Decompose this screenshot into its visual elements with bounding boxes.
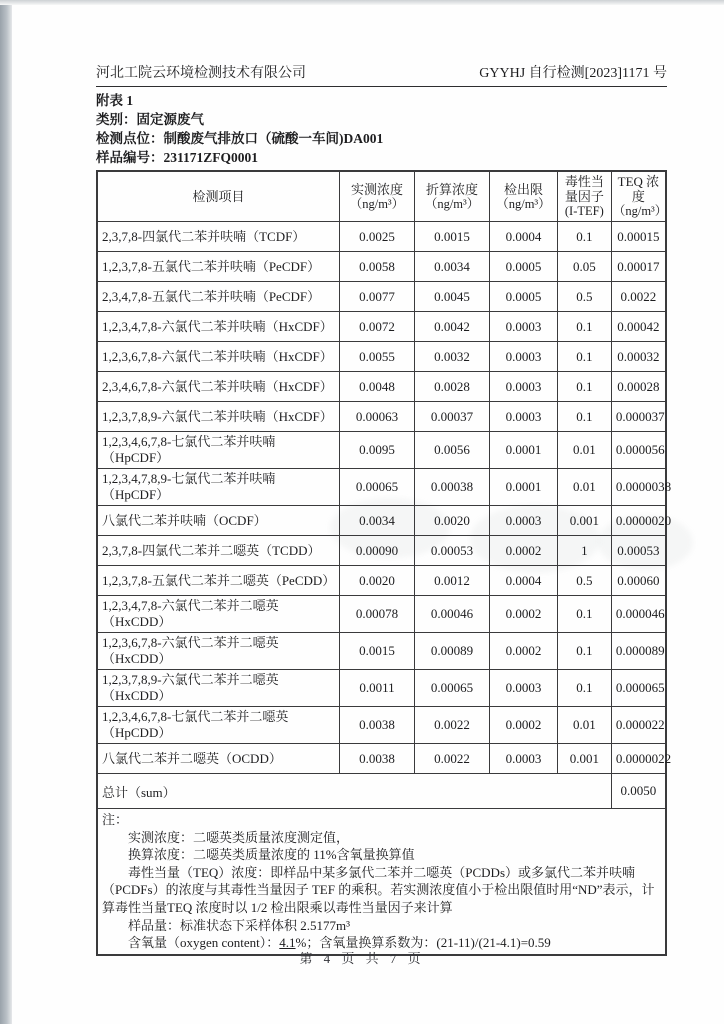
note-sample-volume: 样品量：标准状态下采样体积 2.5177m³ <box>128 917 351 933</box>
col-header-converted <box>415 171 490 222</box>
scan-edge-top <box>0 0 724 5</box>
col-header-teq <box>611 171 666 222</box>
tef-cell: 1 <box>557 536 611 566</box>
table-row <box>97 312 666 342</box>
col-header-measured-label: 实测浓度 <box>350 181 403 197</box>
note-converted-definition: 换算浓度：二噁英类质量浓度的 11%含氧量换算值 <box>128 847 415 863</box>
detection-limit-cell: 0.0004 <box>490 222 558 252</box>
converted-cell: 0.0042 <box>415 312 490 342</box>
tef-cell: 0.05 <box>557 252 611 282</box>
location-line: 检测点位：制酸废气排放口（硫酸一车间)DA001 <box>96 131 384 146</box>
teq-cell: 0.0000038 <box>611 469 666 506</box>
measured-cell: 0.00063 <box>339 402 414 432</box>
table-row <box>97 372 666 402</box>
col-header-tef-unit: (I-TEF) <box>564 204 604 218</box>
measured-cell: 0.00078 <box>339 596 414 633</box>
detection-limit-cell: 0.0003 <box>490 402 558 432</box>
table-row <box>97 469 666 506</box>
measured-cell: 0.0020 <box>339 566 414 596</box>
total-teq-cell: 0.0050 <box>611 774 666 809</box>
oxygen-prefix: 含氧量（oxygen content）： <box>128 935 280 951</box>
teq-cell: 0.00060 <box>611 566 666 596</box>
tef-cell: 0.5 <box>557 282 611 312</box>
teq-cell: 0.000037 <box>611 402 666 432</box>
converted-cell: 0.0022 <box>415 707 490 744</box>
sample-meta <box>96 91 667 167</box>
note-measured-definition: 实测浓度：二噁英类质量浓度测定值， <box>128 829 350 845</box>
notes-label: 注： <box>102 812 129 827</box>
item-cell: 八氯代二苯并二噁英（OCDD） <box>97 744 339 774</box>
teq-cell: 0.000046 <box>611 596 666 633</box>
measured-cell: 0.0072 <box>339 312 414 342</box>
col-header-teq-unit: （ng/m³） <box>612 204 668 218</box>
measured-cell: 0.0038 <box>339 707 414 744</box>
tef-cell: 0.1 <box>557 633 611 670</box>
converted-cell: 0.0045 <box>415 282 490 312</box>
item-cell: 1,2,3,4,6,7,8-七氯代二苯并呋喃（HpCDF） <box>97 432 339 469</box>
teq-cell: 0.00053 <box>611 536 666 566</box>
converted-cell: 0.0028 <box>415 372 490 402</box>
table-row <box>97 402 666 432</box>
item-cell: 1,2,3,7,8-五氯代二苯并二噁英（PeCDD） <box>97 566 339 596</box>
teq-cell: 0.000065 <box>611 670 666 707</box>
teq-cell: 0.000089 <box>611 633 666 670</box>
note-teq-definition: 毒性当量（TEQ）浓度：即样品中某多氯代二苯并二噁英（PCDDs）或多氯代二苯并呋喃（PCDFs）的浓度与其毒性当量因子 TEF 的乘积。若实测浓度值小于检出限值时用“ND”表示，计算毒性当量TEQ 浓度时以 1/2 检出限乘以毒性当量因子来计算 <box>102 864 655 915</box>
item-cell: 八氯代二苯并呋喃（OCDF） <box>97 506 339 536</box>
measured-cell: 0.0015 <box>339 633 414 670</box>
detection-limit-cell: 0.0001 <box>490 469 558 506</box>
table-row <box>97 566 666 596</box>
detection-limit-cell: 0.0004 <box>490 566 558 596</box>
col-header-converted-label: 折算浓度 <box>426 181 479 197</box>
measured-cell: 0.0038 <box>339 744 414 774</box>
col-header-tef-label: 毒性当量因子 <box>564 174 604 204</box>
company-name: 河北工院云环境检测技术有限公司 <box>96 66 306 81</box>
col-header-measured <box>339 171 414 222</box>
notes-cell <box>97 809 666 955</box>
detection-limit-cell: 0.0002 <box>490 536 558 566</box>
col-header-item-label: 检测项目 <box>192 189 245 204</box>
item-cell: 1,2,3,4,7,8-六氯代二苯并呋喃（HxCDF） <box>97 312 339 342</box>
detection-limit-cell: 0.0003 <box>490 744 558 774</box>
teq-cell: 0.0000022 <box>611 744 666 774</box>
detection-limit-cell: 0.0003 <box>490 342 558 372</box>
item-cell: 1,2,3,7,8-五氯代二苯并呋喃（PeCDF） <box>97 252 339 282</box>
tef-cell: 0.1 <box>557 312 611 342</box>
measured-cell: 0.0025 <box>339 222 414 252</box>
detection-limit-cell: 0.0002 <box>490 596 558 633</box>
tef-cell: 0.1 <box>557 670 611 707</box>
converted-cell: 0.00038 <box>415 469 490 506</box>
measured-cell: 0.00065 <box>339 469 414 506</box>
results-table <box>96 170 672 956</box>
item-cell: 1,2,3,4,7,8-六氯代二苯并二噁英（HxCDD） <box>97 596 339 633</box>
converted-cell: 0.0034 <box>415 252 490 282</box>
item-cell: 2,3,7,8-四氯代二苯并呋喃（TCDF） <box>97 222 339 252</box>
table-head <box>97 171 666 222</box>
detection-limit-cell: 0.0005 <box>490 252 558 282</box>
teq-cell: 0.00032 <box>611 342 666 372</box>
converted-cell: 0.00046 <box>415 596 490 633</box>
detection-limit-cell: 0.0005 <box>490 282 558 312</box>
item-cell: 1,2,3,6,7,8-六氯代二苯并二噁英（HxCDD） <box>97 633 339 670</box>
teq-cell: 0.0000020 <box>611 506 666 536</box>
measured-cell: 0.0055 <box>339 342 414 372</box>
document-number: GYYHJ 自行检测[2023]1171 号 <box>479 66 667 81</box>
converted-cell: 0.0032 <box>415 342 490 372</box>
detection-limit-cell: 0.0002 <box>490 633 558 670</box>
detection-limit-cell: 0.0003 <box>490 312 558 342</box>
col-header-detection-limit-unit: （ng/m³） <box>496 196 551 211</box>
tef-cell: 0.1 <box>557 342 611 372</box>
oxygen-value: 4.1 <box>279 935 296 951</box>
tef-cell: 0.01 <box>557 432 611 469</box>
tef-cell: 0.001 <box>557 506 611 536</box>
teq-cell: 0.000056 <box>611 432 666 469</box>
col-header-converted-unit: （ng/m³） <box>424 196 480 211</box>
total-label-cell: 总计（sum） <box>97 774 611 809</box>
measured-cell: 0.0048 <box>339 372 414 402</box>
col-header-teq-label: TEQ 浓度 <box>617 174 660 204</box>
tef-cell: 0.001 <box>557 744 611 774</box>
converted-cell: 0.00037 <box>415 402 490 432</box>
table-row <box>97 536 666 566</box>
table-row <box>97 222 666 252</box>
teq-cell: 0.00015 <box>611 222 666 252</box>
item-cell: 1,2,3,7,8,9-六氯代二苯并二噁英（HxCDD） <box>97 670 339 707</box>
detection-limit-cell: 0.0003 <box>490 506 558 536</box>
teq-cell: 0.00028 <box>611 372 666 402</box>
teq-cell: 0.00042 <box>611 312 666 342</box>
table-row <box>97 432 666 469</box>
table-row <box>97 633 666 670</box>
item-cell: 2,3,4,6,7,8-六氯代二苯并呋喃（HxCDF） <box>97 372 339 402</box>
converted-cell: 0.00053 <box>415 536 490 566</box>
table-footer-rows <box>97 774 666 955</box>
item-cell: 1,2,3,4,6,7,8-七氯代二苯并二噁英 （HpCDD） <box>97 707 339 744</box>
scan-edge-left <box>0 0 12 1024</box>
converted-cell: 0.00065 <box>415 670 490 707</box>
table-row <box>97 342 666 372</box>
converted-cell: 0.0015 <box>415 222 490 252</box>
converted-cell: 0.0056 <box>415 432 490 469</box>
teq-cell: 0.0022 <box>611 282 666 312</box>
tef-cell: 0.1 <box>557 596 611 633</box>
detection-limit-cell: 0.0003 <box>490 670 558 707</box>
converted-cell: 0.0022 <box>415 744 490 774</box>
item-cell: 2,3,7,8-四氯代二苯并二噁英（TCDD） <box>97 536 339 566</box>
table-row <box>97 282 666 312</box>
detection-limit-cell: 0.0002 <box>490 707 558 744</box>
appendix-label: 附表 1 <box>96 93 134 108</box>
col-header-tef <box>557 171 611 222</box>
converted-cell: 0.0012 <box>415 566 490 596</box>
measured-cell: 0.0095 <box>339 432 414 469</box>
teq-cell: 0.00017 <box>611 252 666 282</box>
measured-cell: 0.0011 <box>339 670 414 707</box>
tef-cell: 0.1 <box>557 372 611 402</box>
tef-cell: 0.1 <box>557 222 611 252</box>
report-page <box>96 62 672 956</box>
table-row <box>97 596 666 633</box>
tef-cell: 0.1 <box>557 402 611 432</box>
item-cell: 2,3,4,7,8-五氯代二苯并呋喃（PeCDF） <box>97 282 339 312</box>
detection-limit-cell: 0.0003 <box>490 372 558 402</box>
notes-row <box>97 809 666 955</box>
col-header-detection-limit-label: 检出限 <box>503 181 543 197</box>
table-row <box>97 744 666 774</box>
measured-cell: 0.0077 <box>339 282 414 312</box>
document-header <box>96 62 667 87</box>
sample-id-line: 样品编号：231171ZFQ0001 <box>96 150 259 165</box>
table-body <box>97 222 672 774</box>
oxygen-suffix: %；含氧量换算系数为：(21-11)/(21-4.1)=0.59 <box>295 935 551 951</box>
converted-cell: 0.00089 <box>415 633 490 670</box>
converted-cell: 0.0020 <box>415 506 490 536</box>
category-line: 类别：固定源废气 <box>96 112 204 127</box>
header-row <box>97 171 666 222</box>
col-header-item <box>97 171 339 222</box>
item-cell: 1,2,3,7,8,9-六氯代二苯并呋喃（HxCDF） <box>97 402 339 432</box>
tef-cell: 0.5 <box>557 566 611 596</box>
item-cell: 1,2,3,6,7,8-六氯代二苯并呋喃（HxCDF） <box>97 342 339 372</box>
detection-limit-cell: 0.0001 <box>490 432 558 469</box>
table-row <box>97 670 666 707</box>
col-header-detection-limit <box>490 171 558 222</box>
table-row <box>97 707 666 744</box>
total-row <box>97 774 666 809</box>
tef-cell: 0.01 <box>557 469 611 506</box>
table-row <box>97 506 666 536</box>
item-cell: 1,2,3,4,7,8,9-七氯代二苯并呋喃（HpCDF） <box>97 469 339 506</box>
measured-cell: 0.00090 <box>339 536 414 566</box>
page-footer: 第 4 页 共 7 页 <box>299 951 425 966</box>
col-header-measured-unit: （ng/m³） <box>349 196 405 211</box>
tef-cell: 0.01 <box>557 707 611 744</box>
teq-cell: 0.000022 <box>611 707 666 744</box>
table-row <box>97 252 666 282</box>
measured-cell: 0.0034 <box>339 506 414 536</box>
measured-cell: 0.0058 <box>339 252 414 282</box>
